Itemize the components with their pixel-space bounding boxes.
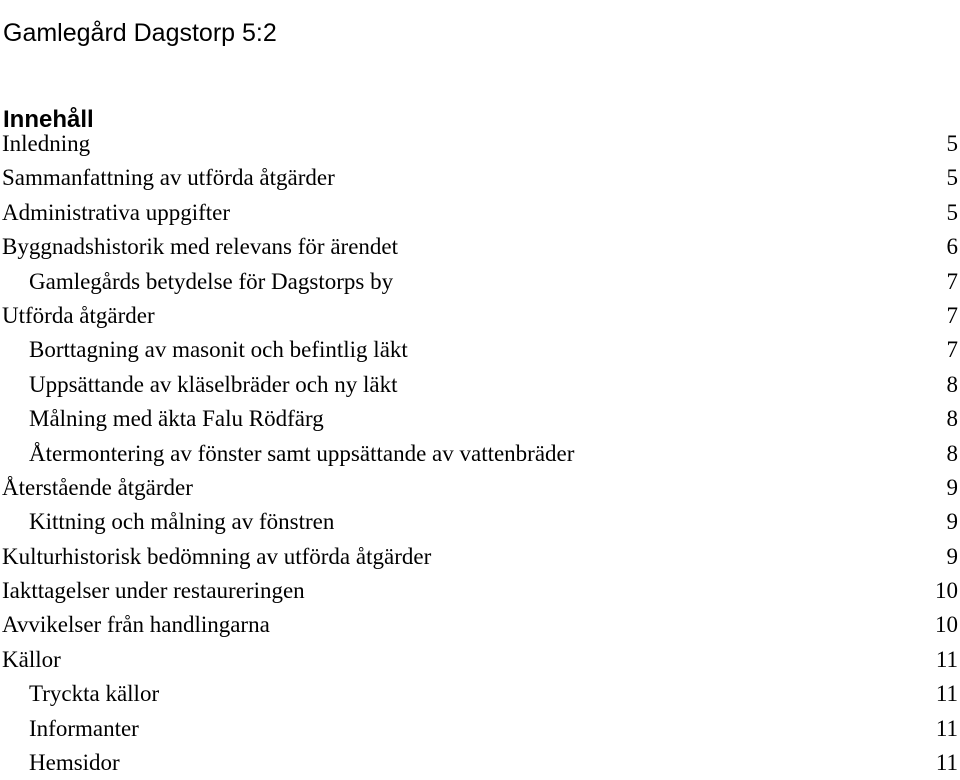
toc-entry[interactable] [0,677,960,711]
toc-entry[interactable] [0,437,960,471]
toc-entry-label: Återmontering av fönster samt uppsättande av vattenbräder [29,440,575,466]
toc-entry[interactable] [0,127,960,161]
toc-entry-label: Inledning [2,131,91,156]
toc-list [0,127,960,780]
toc-entry-page: 9 [946,474,958,500]
toc-entry[interactable] [0,299,960,333]
toc-entry-page: 8 [946,371,958,397]
toc-entry[interactable] [0,643,960,677]
toc-heading: Innehåll [3,105,94,133]
toc-entry[interactable] [0,230,960,264]
toc-entry-label: Gamlegårds betydelse för Dagstorps by [29,268,394,294]
toc-entry-label: Byggnadshistorik med relevans för ärendet [2,234,398,260]
toc-entry-label: Målning med äkta Falu Rödfärg [29,406,324,432]
toc-entry-page: 10 [935,578,958,604]
toc-entry-page: 5 [946,165,958,191]
toc-entry[interactable] [0,333,960,367]
toc-entry-label: Återstående åtgärder [2,474,193,500]
toc-entry-label: Kittning och målning av fönstren [29,509,335,535]
toc-entry-label: Uppsättande av kläselbräder och ny läkt [29,371,398,397]
toc-entry[interactable] [0,746,960,780]
toc-entry-page: 11 [935,681,958,707]
toc-entry-label: Administrativa uppgifter [2,199,231,225]
toc-entry[interactable] [0,368,960,402]
toc-entry-page: 8 [946,406,958,432]
toc-entry-label: Informanter [29,715,139,741]
toc-entry-label: Kulturhistorisk bedömning av utförda åtgärder [2,543,432,569]
toc-entry-page: 5 [946,199,958,225]
toc-entry[interactable] [0,505,960,539]
toc-entry[interactable] [0,574,960,608]
toc-entry-page: 11 [935,646,958,672]
document-title: Gamlegård Dagstorp 5:2 [3,18,277,47]
toc-entry-page: 9 [946,509,958,535]
toc-entry-page: 7 [946,337,958,363]
toc-entry-label: Sammanfattning av utförda åtgärder [2,165,335,191]
toc-entry-page: 10 [935,612,958,638]
toc-entry-page: 11 [935,750,958,776]
toc-entry[interactable] [0,196,960,230]
toc-entry-label: Avvikelser från handlingarna [2,612,270,638]
toc-entry-label: Källor [2,646,61,672]
toc-entry-page: 6 [946,234,958,260]
toc-entry[interactable] [0,540,960,574]
toc-entry-label: Borttagning av masonit och befintlig läkt [29,337,408,363]
toc-entry-page: 11 [935,715,958,741]
toc-entry-label: Tryckta källor [29,681,160,707]
toc-entry-page: 9 [946,543,958,569]
toc-entry-page: 5 [946,131,958,156]
toc-entry-page: 7 [946,302,958,328]
toc-entry[interactable] [0,712,960,746]
toc-entry[interactable] [0,608,960,642]
toc-entry-label: Hemsidor [29,750,120,776]
toc-entry[interactable] [0,471,960,505]
toc-entry-label: Utförda åtgärder [2,302,155,328]
toc-entry[interactable] [0,402,960,436]
toc-entry-label: Iakttagelser under restaureringen [2,578,305,604]
toc-entry-page: 8 [946,440,958,466]
toc-entry[interactable] [0,161,960,195]
toc-entry[interactable] [0,265,960,299]
toc-entry-page: 7 [946,268,958,294]
